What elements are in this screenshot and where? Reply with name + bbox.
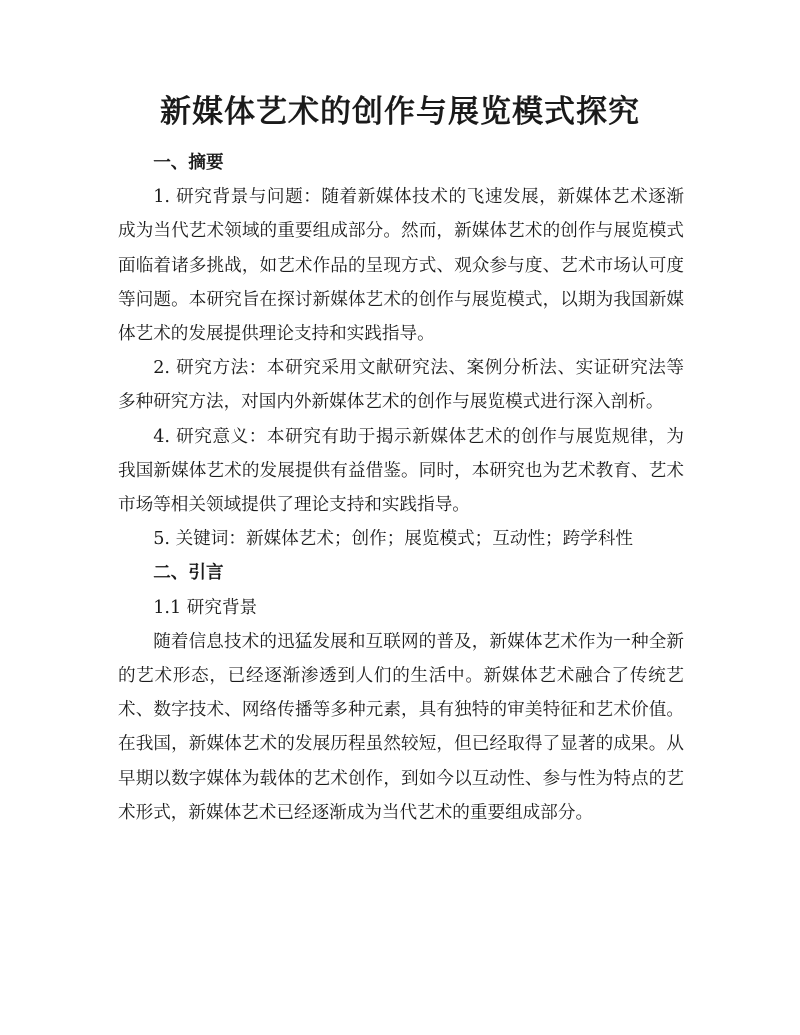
document-body (118, 146, 684, 830)
paragraph-background: 1. 研究背景与问题：随着新媒体技术的飞速发展，新媒体艺术逐渐成为当代艺术领域的重要组成部分。然而，新媒体艺术的创作与展览模式面临着诸多挑战，如艺术作品的呈现方式、观众参与度、艺术市场认可度等问题。本研究旨在探讨新媒体艺术的创作与展览模式，以期为我国新媒体艺术的发展提供理论支持和实践指导。 (118, 187, 684, 345)
document-title: 新媒体艺术的创作与展览模式探究 (160, 94, 640, 130)
paragraph-methods: 2. 研究方法：本研究采用文献研究法、案例分析法、实证研究法等多种研究方法，对国内外新媒体艺术的创作与展览模式进行深入剖析。 (118, 358, 684, 413)
paragraph-significance: 4. 研究意义：本研究有助于揭示新媒体艺术的创作与展览规律，为我国新媒体艺术的发展提供有益借鉴。同时，本研究也为艺术教育、艺术市场等相关领域提供了理论支持和实践指导。 (118, 426, 684, 516)
section-heading-abstract: 一、摘要 (153, 153, 224, 173)
section-heading-introduction: 二、引言 (153, 563, 224, 584)
paragraph-keywords: 5. 关键词：新媒体艺术；创作；展览模式；互动性；跨学科性 (153, 529, 634, 550)
subsection-heading-background: 1.1 研究背景 (153, 597, 258, 618)
paragraph-intro-background: 随着信息技术的迅猛发展和互联网的普及，新媒体艺术作为一种全新的艺术形态，已经逐渐渗透到人们的生活中。新媒体艺术融合了传统艺术、数字技术、网络传播等多种元素，具有独特的审美特征和艺术价值。在我国，新媒体艺术的发展历程虽然较短，但已经取得了显著的成果。从早期以数字媒体为载体的艺术创作，到如今以互动性、参与性为特点的艺术形式，新媒体艺术已经逐渐成为当代艺术的重要组成部分。 (118, 631, 684, 823)
